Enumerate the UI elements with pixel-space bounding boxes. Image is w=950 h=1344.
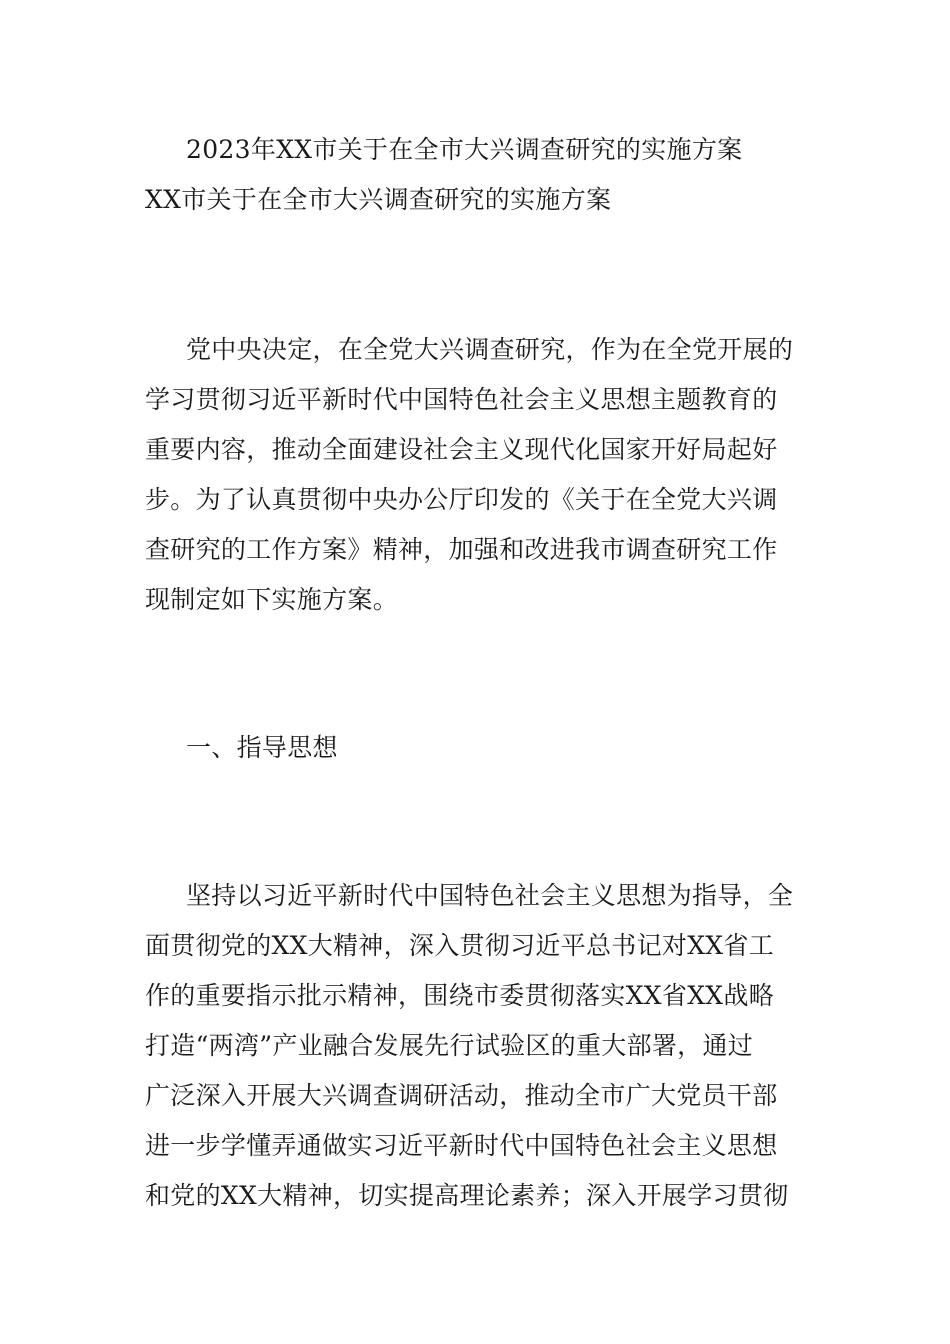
section-heading: 一、指导思想 <box>186 733 338 762</box>
paragraph-line: 学习贯彻习近平新时代中国特色社会主义思想主题教育的 <box>145 385 778 414</box>
paragraph-line: 步。为了认真贯彻中央办公厅印发的《关于在全党大兴调 <box>145 485 778 514</box>
paragraph-line: 广泛深入开展大兴调查调研活动，推动全市广大党员干部 <box>145 1081 778 1110</box>
document-title: 2023年XX市关于在全市大兴调查研究的实施方案 <box>186 135 743 164</box>
paragraph-line: 和党的XX大精神，切实提高理论素养；深入开展学习贯彻 <box>145 1181 789 1210</box>
paragraph-line: 面贯彻党的XX大精神，深入贯彻习近平总书记对XX省工 <box>145 931 774 960</box>
paragraph-line: 进一步学懂弄通做实习近平新时代中国特色社会主义思想 <box>145 1131 778 1160</box>
paragraph-line: 打造“两湾”产业融合发展先行试验区的重大部署，通过 <box>145 1031 754 1060</box>
paragraph-line: 党中央决定，在全党大兴调查研究，作为在全党开展的 <box>186 335 794 364</box>
paragraph-line: 现制定如下实施方案。 <box>145 585 399 614</box>
paragraph-line: 作的重要指示批示精神，围绕市委贯彻落实XX省XX战略 <box>145 981 774 1010</box>
document-subtitle: XX市关于在全市大兴调查研究的实施方案 <box>145 185 612 214</box>
paragraph-line: 查研究的工作方案》精神，加强和改进我市调查研究工作 <box>145 535 778 564</box>
paragraph-line: 重要内容，推动全面建设社会主义现代化国家开好局起好 <box>145 435 778 464</box>
paragraph-line: 坚持以习近平新时代中国特色社会主义思想为指导，全 <box>186 881 794 910</box>
